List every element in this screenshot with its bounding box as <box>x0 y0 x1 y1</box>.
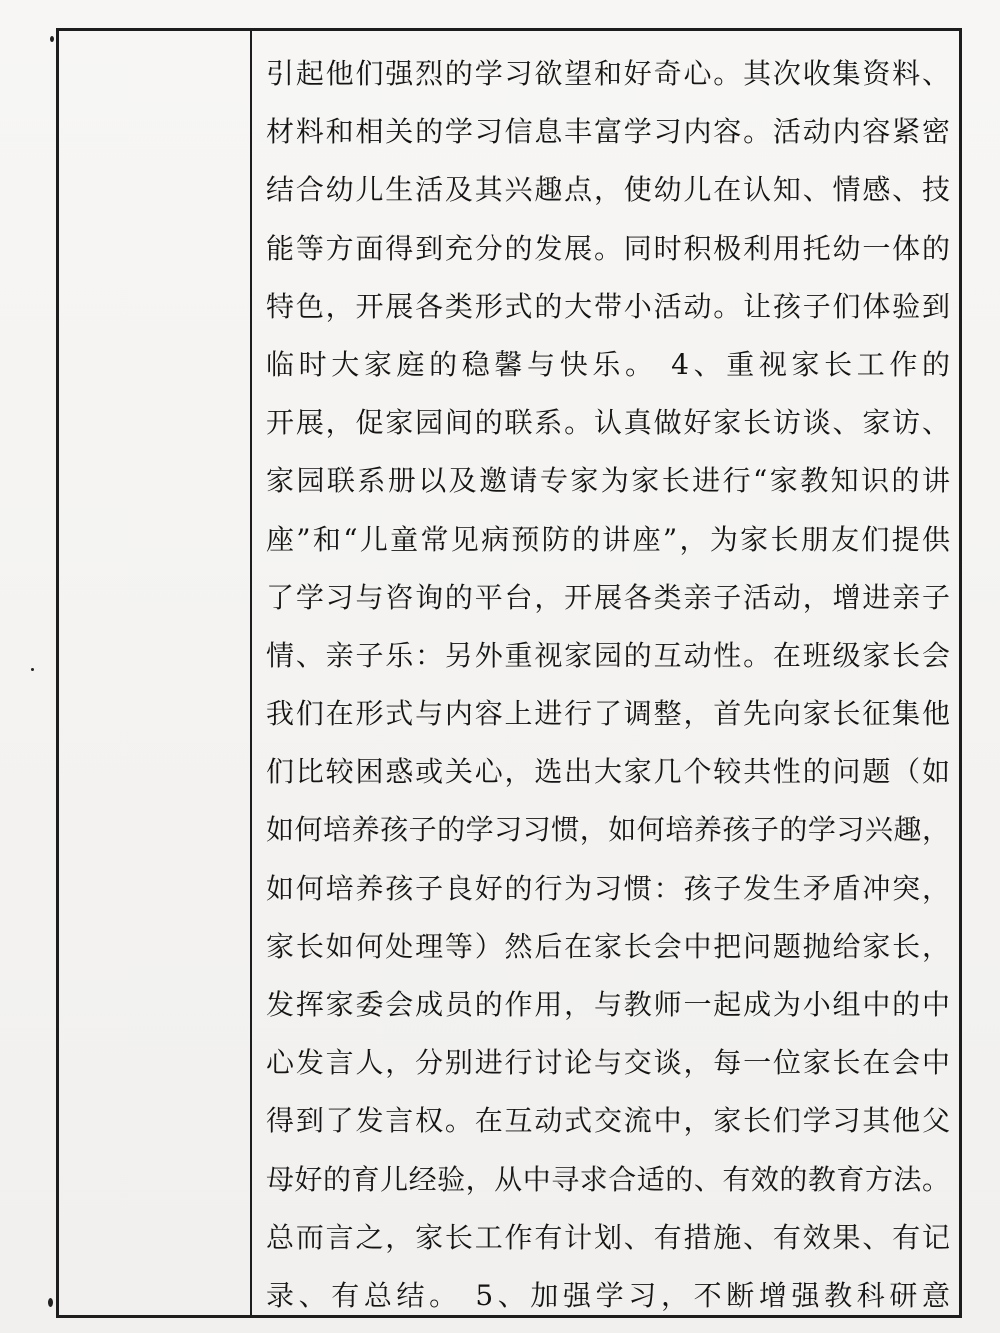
table-frame <box>56 28 962 1318</box>
text-line: 们比较困惑或关心，选出大家几个较共性的问题（如 <box>266 755 950 789</box>
scan-speck <box>48 1298 53 1307</box>
text-line: 录、有总结。 5、加强学习，不断增强教科研意 <box>266 1278 950 1312</box>
text-line: 心发言人，分别进行讨论与交谈，每一位家长在会中 <box>266 1046 950 1080</box>
text-line: 如何培养孩子的学习习惯，如何培养孩子的学习兴趣， <box>266 813 950 847</box>
text-line: 材料和相关的学习信息丰富学习内容。活动内容紧密 <box>266 115 950 149</box>
text-line: 发挥家委会成员的作用，与教师一起成为小组中的中 <box>266 988 950 1021</box>
scan-speck <box>31 668 34 671</box>
text-line: 开展，促家园间的联系。认真做好家长访谈、家访、 <box>266 406 950 440</box>
text-line: 总而言之，家长工作有计划、有措施、有效果、有记 <box>266 1220 950 1254</box>
body-text <box>266 45 950 1325</box>
text-line: 引起他们强烈的学习欲望和好奇心。其次收集资料、 <box>266 57 950 90</box>
text-line: 如何培养孩子良好的行为习惯：孩子发生矛盾冲突， <box>266 871 950 905</box>
text-line: 结合幼儿生活及其兴趣点，使幼儿在认知、情感、技 <box>266 173 950 207</box>
text-line: 母好的育儿经验，从中寻求合适的、有效的教育方法。 <box>266 1162 950 1196</box>
text-line: 了学习与咨询的平台，开展各类亲子活动，增进亲子 <box>266 580 950 614</box>
text-line: 家园联系册以及邀请专家为家长进行“家教知识的讲 <box>266 464 950 498</box>
text-line: 情、亲子乐：另外重视家园的互动性。在班级家长会 <box>266 638 950 672</box>
text-line: 我们在形式与内容上进行了调整，首先向家长征集他 <box>266 697 950 731</box>
text-line: 座”和“儿童常见病预防的讲座”，为家长朋友们提供 <box>266 522 950 556</box>
left-column-cell <box>59 31 252 1315</box>
text-line: 得到了发言权。在互动式交流中，家长们学习其他父 <box>266 1104 950 1138</box>
text-line: 特色，开展各类形式的大带小活动。让孩子们体验到 <box>266 289 950 323</box>
scan-speck <box>50 36 54 42</box>
text-line: 临时大家庭的稳馨与快乐。 4、重视家长工作的 <box>266 347 950 381</box>
text-line: 能等方面得到充分的发展。同时积极利用托幼一体的 <box>266 231 950 265</box>
text-line: 家长如何处理等）然后在家长会中把问题抛给家长， <box>266 929 950 963</box>
